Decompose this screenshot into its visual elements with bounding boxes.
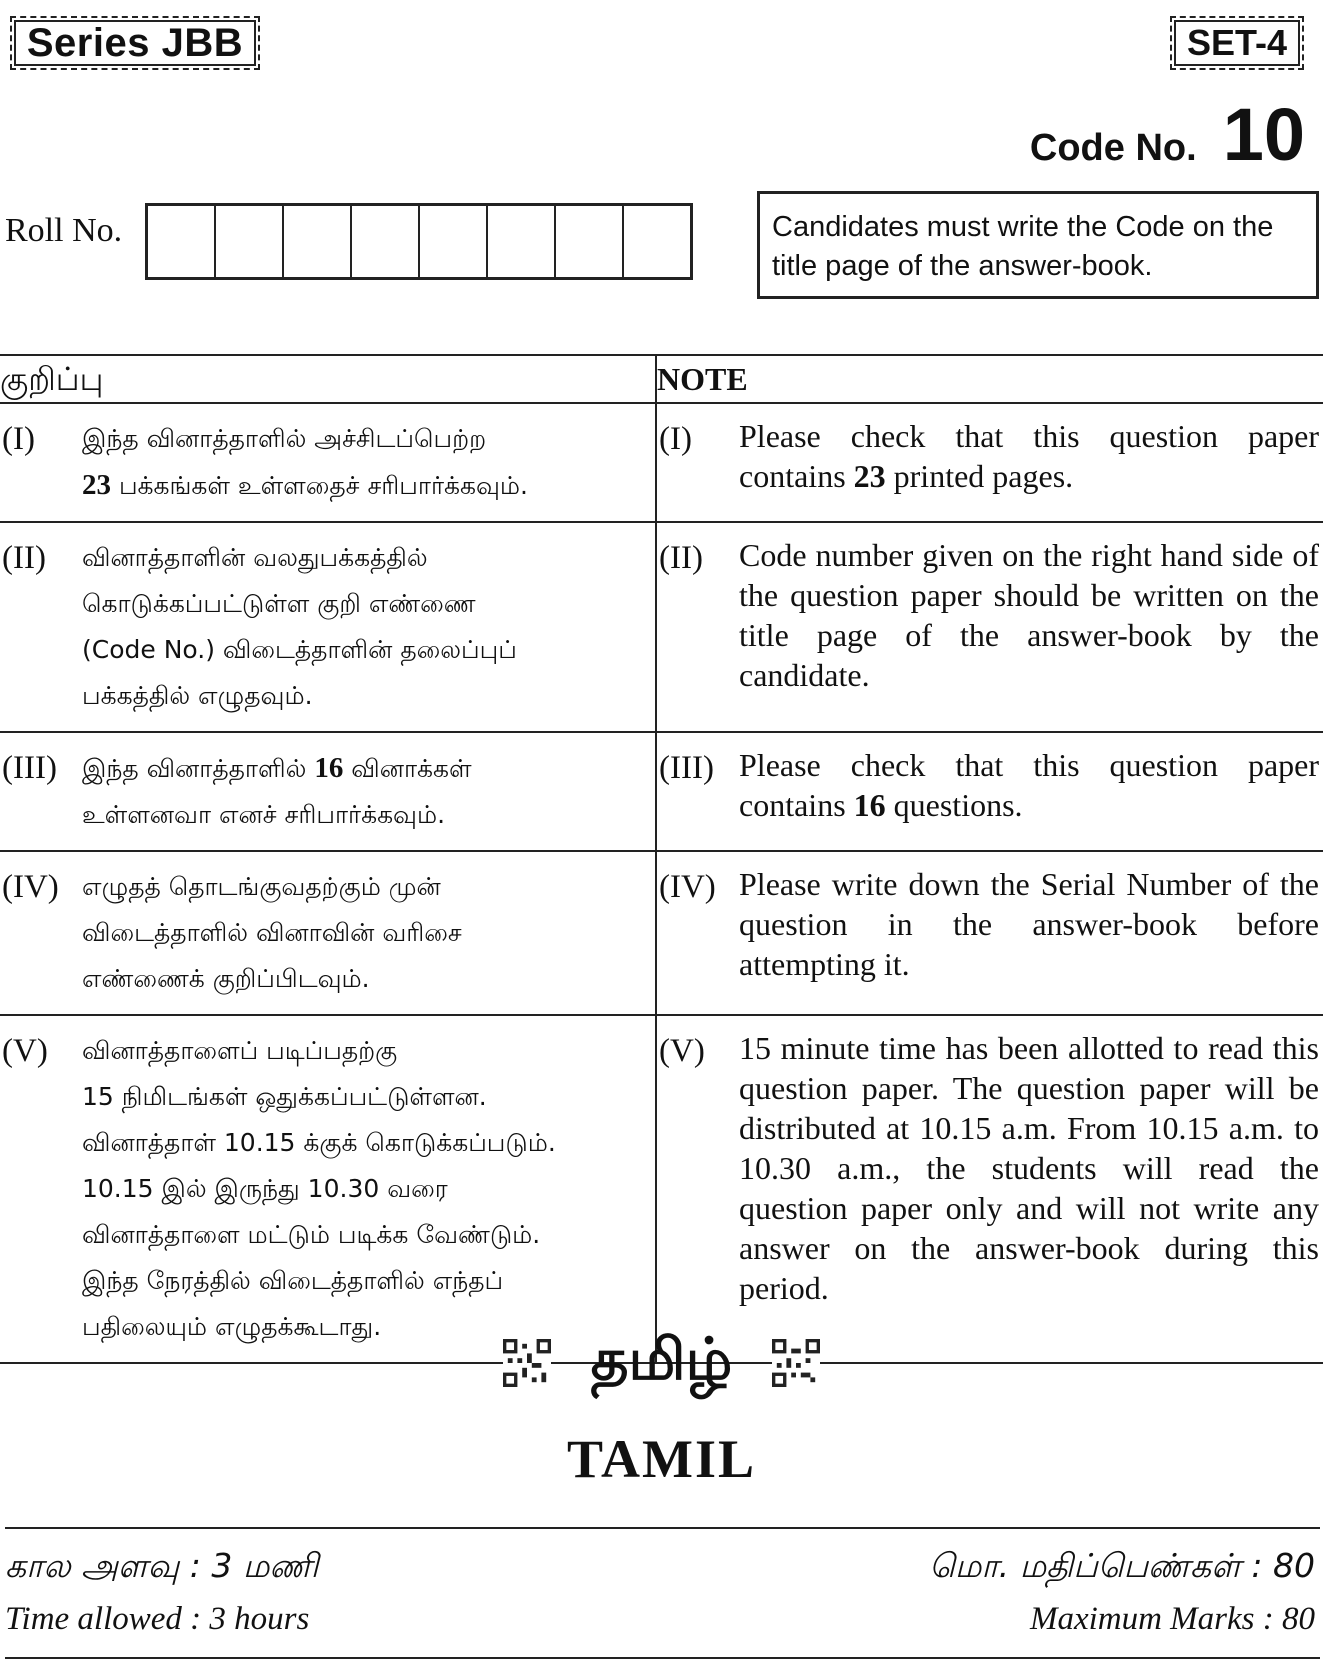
- item-number: (II): [2, 540, 46, 576]
- instruction-tamil-line: வினாத்தாள் 10.15 க்குக் கொடுக்கப்படும்.: [82, 1128, 556, 1157]
- instruction-tamil-line: உள்ளனவா எனச் சரிபார்க்கவும்.: [82, 800, 446, 829]
- instruction-tamil: [82, 1028, 566, 1350]
- roll-number-cell[interactable]: [352, 206, 420, 277]
- series-label: Series JBB: [10, 16, 260, 70]
- code-label: Code No.: [1029, 127, 1197, 169]
- instruction-tamil-line: வினாத்தாளை மட்டும் படிக்க வேண்டும்.: [82, 1220, 541, 1249]
- instruction-english: 15 minute time has been allotted to read this question paper. The question paper will be distributed at 10.15 a.m. From 10.15 a.m. to 10.30 a.m., the students will read the question paper only and will not write any answer on the answer-book during this period.: [739, 1030, 1319, 1306]
- table-row: [0, 851, 1323, 1015]
- set-label: SET-4: [1170, 16, 1304, 70]
- maximum-marks-english: Maximum Marks : 80: [1029, 1601, 1315, 1637]
- item-number: (III): [2, 750, 57, 786]
- instruction-english: Please check that this question paper contains 23 printed pages.: [739, 418, 1319, 494]
- table-row: [0, 522, 1323, 732]
- table-header-tamil: குறிப்பு: [0, 355, 656, 403]
- item-number: (I): [659, 421, 692, 457]
- instruction-tamil-line: இந்த நேரத்தில் விடைத்தாளில் எந்தப்: [82, 1266, 504, 1295]
- qr-code-icon: [772, 1339, 820, 1387]
- subject-title-row: [0, 1325, 1323, 1401]
- instruction-tamil-line: இந்த வினாத்தாளில் அச்சிடப்பெற்ற: [82, 424, 487, 453]
- instruction-tamil-line: 15 நிமிடங்கள் ஒதுக்கப்பட்டுள்ளன.: [82, 1082, 487, 1111]
- roll-number-cell[interactable]: [624, 206, 690, 277]
- roll-number-boxes: [145, 203, 693, 280]
- item-number: (V): [2, 1033, 48, 1069]
- instruction-tamil-line: இந்த வினாத்தாளில் 16 வினாக்கள்: [82, 752, 472, 784]
- code-number-line: [1030, 92, 1305, 177]
- item-number: (II): [659, 540, 703, 576]
- maximum-marks-tamil: மொ. மதிப்பெண்கள் : 80: [929, 1546, 1315, 1585]
- divider: [5, 1657, 1320, 1659]
- instruction-tamil-line: வினாத்தாளின் வலதுபக்கத்தில்: [82, 543, 428, 572]
- instruction-tamil-line: கொடுக்கப்பட்டுள்ள குறி எண்ணை: [82, 589, 476, 618]
- instruction-english: Please check that this question paper contains 16 questions.: [739, 747, 1319, 823]
- table-header-english: NOTE: [656, 355, 1323, 403]
- roll-number-label: Roll No.: [5, 212, 123, 249]
- candidate-instruction-box: Candidates must write the Code on the title page of the answer-book.: [757, 191, 1319, 299]
- instruction-tamil-line: (Code No.) விடைத்தாளின் தலைப்புப்: [82, 635, 517, 664]
- item-number: (IV): [659, 869, 716, 905]
- instruction-tamil: [82, 864, 472, 1002]
- instruction-tamil-line: 10.15 இல் இருந்து 10.30 வரை: [82, 1174, 448, 1203]
- instruction-english: Please write down the Serial Number of the question in the answer-book before attempting it.: [739, 866, 1319, 982]
- subject-title-tamil: தமிழ்: [590, 1325, 733, 1393]
- roll-number-cell[interactable]: [556, 206, 624, 277]
- item-number: (V): [659, 1033, 705, 1069]
- table-row: [0, 1015, 1323, 1363]
- instruction-tamil-line: 23 பக்கங்கள் உள்ளதைச் சரிபார்க்கவும்.: [82, 469, 528, 501]
- time-allowed-tamil: கால அளவு : 3 மணி: [5, 1546, 319, 1585]
- instruction-english: Code number given on the right hand side of the question paper should be written on the title page of the answer-book by the candidate.: [739, 537, 1319, 693]
- subject-title-english: TAMIL: [566, 1429, 756, 1489]
- item-number: (III): [659, 750, 714, 786]
- instruction-tamil: [82, 416, 538, 509]
- roll-number-cell[interactable]: [488, 206, 556, 277]
- time-allowed-english: Time allowed : 3 hours: [5, 1601, 310, 1637]
- table-row: [0, 732, 1323, 851]
- roll-number-cell[interactable]: [216, 206, 284, 277]
- instruction-tamil-line: வினாத்தாளைப் படிப்பதற்கு: [82, 1036, 398, 1065]
- qr-code-icon: [503, 1339, 551, 1387]
- instruction-tamil: [82, 745, 482, 838]
- item-number: (IV): [2, 869, 59, 905]
- instruction-tamil-line: பக்கத்தில் எழுதவும்.: [82, 681, 313, 710]
- instruction-tamil-line: எண்ணைக் குறிப்பிடவும்.: [82, 964, 370, 993]
- instruction-tamil: [82, 535, 527, 719]
- roll-number-cell[interactable]: [420, 206, 488, 277]
- instruction-tamil-line: பதிலையும் எழுதக்கூடாது.: [82, 1312, 382, 1341]
- instruction-tamil-line: விடைத்தாளில் வினாவின் வரிசை: [82, 918, 462, 947]
- instruction-tamil-line: எழுதத் தொடங்குவதற்கும் முன்: [82, 872, 441, 901]
- roll-number-cell[interactable]: [284, 206, 352, 277]
- instructions-table: [0, 354, 1323, 1364]
- table-row: [0, 403, 1323, 522]
- item-number: (I): [2, 421, 35, 457]
- roll-number-cell[interactable]: [148, 206, 216, 277]
- code-number: 10: [1222, 93, 1305, 176]
- divider: [5, 1527, 1320, 1529]
